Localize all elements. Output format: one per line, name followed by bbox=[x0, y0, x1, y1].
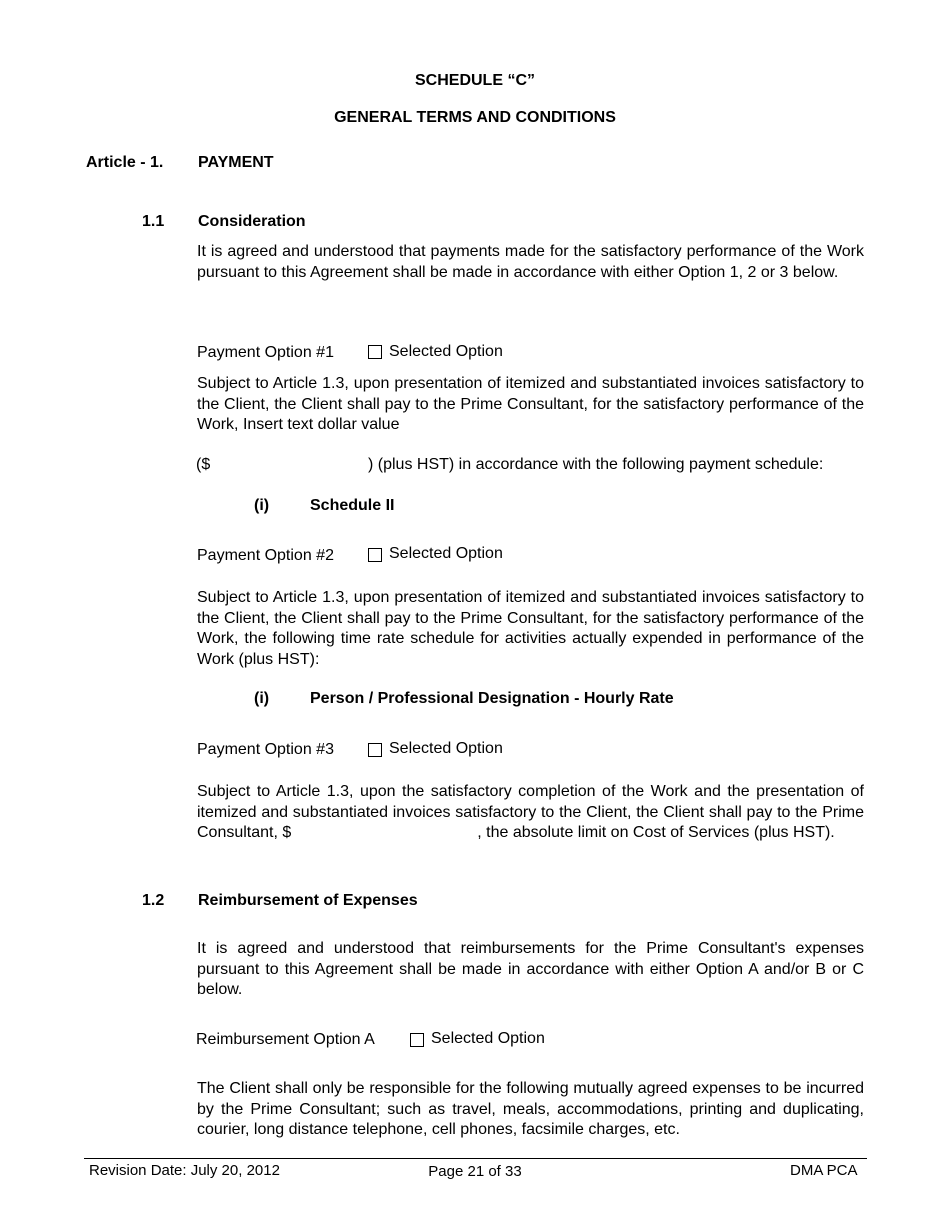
reimbursement-option-a-checkbox-label: Selected Option bbox=[431, 1030, 545, 1047]
payment-option-1-checkbox-label: Selected Option bbox=[389, 343, 503, 360]
footer-page-number: Page 21 of 33 bbox=[428, 1163, 522, 1180]
payment-option-1-body: Subject to Article 1.3, upon presentation of itemized and substantiated invoices satisfactory to the Client, the Client shall pay to the Prime Consultant, for the satisfactory performance of the Work, bbox=[197, 375, 864, 433]
option-2-sub-title: Person / Professional Designation - Hourly Rate bbox=[310, 690, 674, 707]
payment-option-3-label: Payment Option #3 bbox=[197, 741, 334, 758]
payment-option-2-checkbox[interactable] bbox=[368, 548, 382, 562]
amount-prefix: ($ bbox=[196, 456, 211, 473]
option-1-sub-title: Schedule II bbox=[310, 497, 395, 514]
section-title-consideration: Consideration bbox=[198, 213, 306, 230]
schedule-title: SCHEDULE “C” bbox=[414, 72, 535, 89]
consideration-paragraph: It is agreed and understood that payments made for the satisfactory performance of the Work pursuant to this Agreement shall be made in accordance with either Option 1, 2 or 3 below. bbox=[197, 243, 864, 281]
payment-option-2-paragraph: Subject to Article 1.3, upon presentation of itemized and substantiated invoices satisfactory to the Client, the Client shall pay to the Prime Consultant, for the satisfactory performance of the Work, the following time rate schedule for activities actually expended in performance of the Work (plus HST): bbox=[197, 589, 864, 668]
amount-input-field[interactable] bbox=[215, 454, 365, 474]
reimbursement-option-a-checkbox[interactable] bbox=[410, 1033, 424, 1047]
article-title: PAYMENT bbox=[198, 154, 274, 171]
payment-option-1-checkbox[interactable] bbox=[368, 345, 382, 359]
document-title: GENERAL TERMS AND CONDITIONS bbox=[334, 109, 616, 126]
cost-limit-input-field[interactable] bbox=[291, 823, 477, 837]
footer-revision-date: Revision Date: July 20, 2012 bbox=[89, 1162, 280, 1179]
payment-option-3-paragraph bbox=[197, 782, 864, 844]
payment-option-1-label: Payment Option #1 bbox=[197, 344, 334, 361]
section-title-reimbursement: Reimbursement of Expenses bbox=[198, 892, 418, 909]
footer-divider bbox=[84, 1158, 867, 1159]
option-1-sub-number: (i) bbox=[254, 497, 270, 514]
reimbursement-option-a-label: Reimbursement Option A bbox=[196, 1031, 375, 1048]
payment-option-3-checkbox-label: Selected Option bbox=[389, 740, 503, 757]
payment-option-3-checkbox[interactable] bbox=[368, 743, 382, 757]
insert-dollar-value-field[interactable]: Insert text dollar value bbox=[242, 416, 400, 433]
payment-option-1-paragraph bbox=[197, 374, 864, 436]
section-number-1-1: 1.1 bbox=[142, 213, 165, 230]
article-number: Article - 1. bbox=[86, 154, 164, 171]
section-number-1-2: 1.2 bbox=[142, 892, 165, 909]
option-2-sub-number: (i) bbox=[254, 690, 270, 707]
footer-document-id: DMA PCA bbox=[790, 1162, 858, 1179]
payment-option-3-body-part2: , the absolute limit on Cost of Services (plus HST). bbox=[477, 824, 835, 841]
payment-option-2-checkbox-label: Selected Option bbox=[389, 545, 503, 562]
payment-option-3-body-part1: Subject to Article 1.3, upon the satisfactory completion of the Work and the presentation of itemized and substantiated invoices satisfactory to the Client, the Client shall pay to the Prime Consultant, $ bbox=[197, 783, 864, 841]
payment-option-2-label: Payment Option #2 bbox=[197, 547, 334, 564]
reimbursement-option-a-paragraph: The Client shall only be responsible for the following mutually agreed expenses to be incurred by the Prime Consultant; such as travel, meals, accommodations, printing and duplicating, courier, long distance telephone, cell phones, facsimile charges, etc. bbox=[197, 1080, 864, 1138]
amount-suffix: ) (plus HST) in accordance with the following payment schedule: bbox=[368, 456, 824, 473]
reimbursement-paragraph: It is agreed and understood that reimbursements for the Prime Consultant's expenses pursuant to this Agreement shall be made in accordance with either Option A and/or B or C below. bbox=[197, 940, 864, 998]
